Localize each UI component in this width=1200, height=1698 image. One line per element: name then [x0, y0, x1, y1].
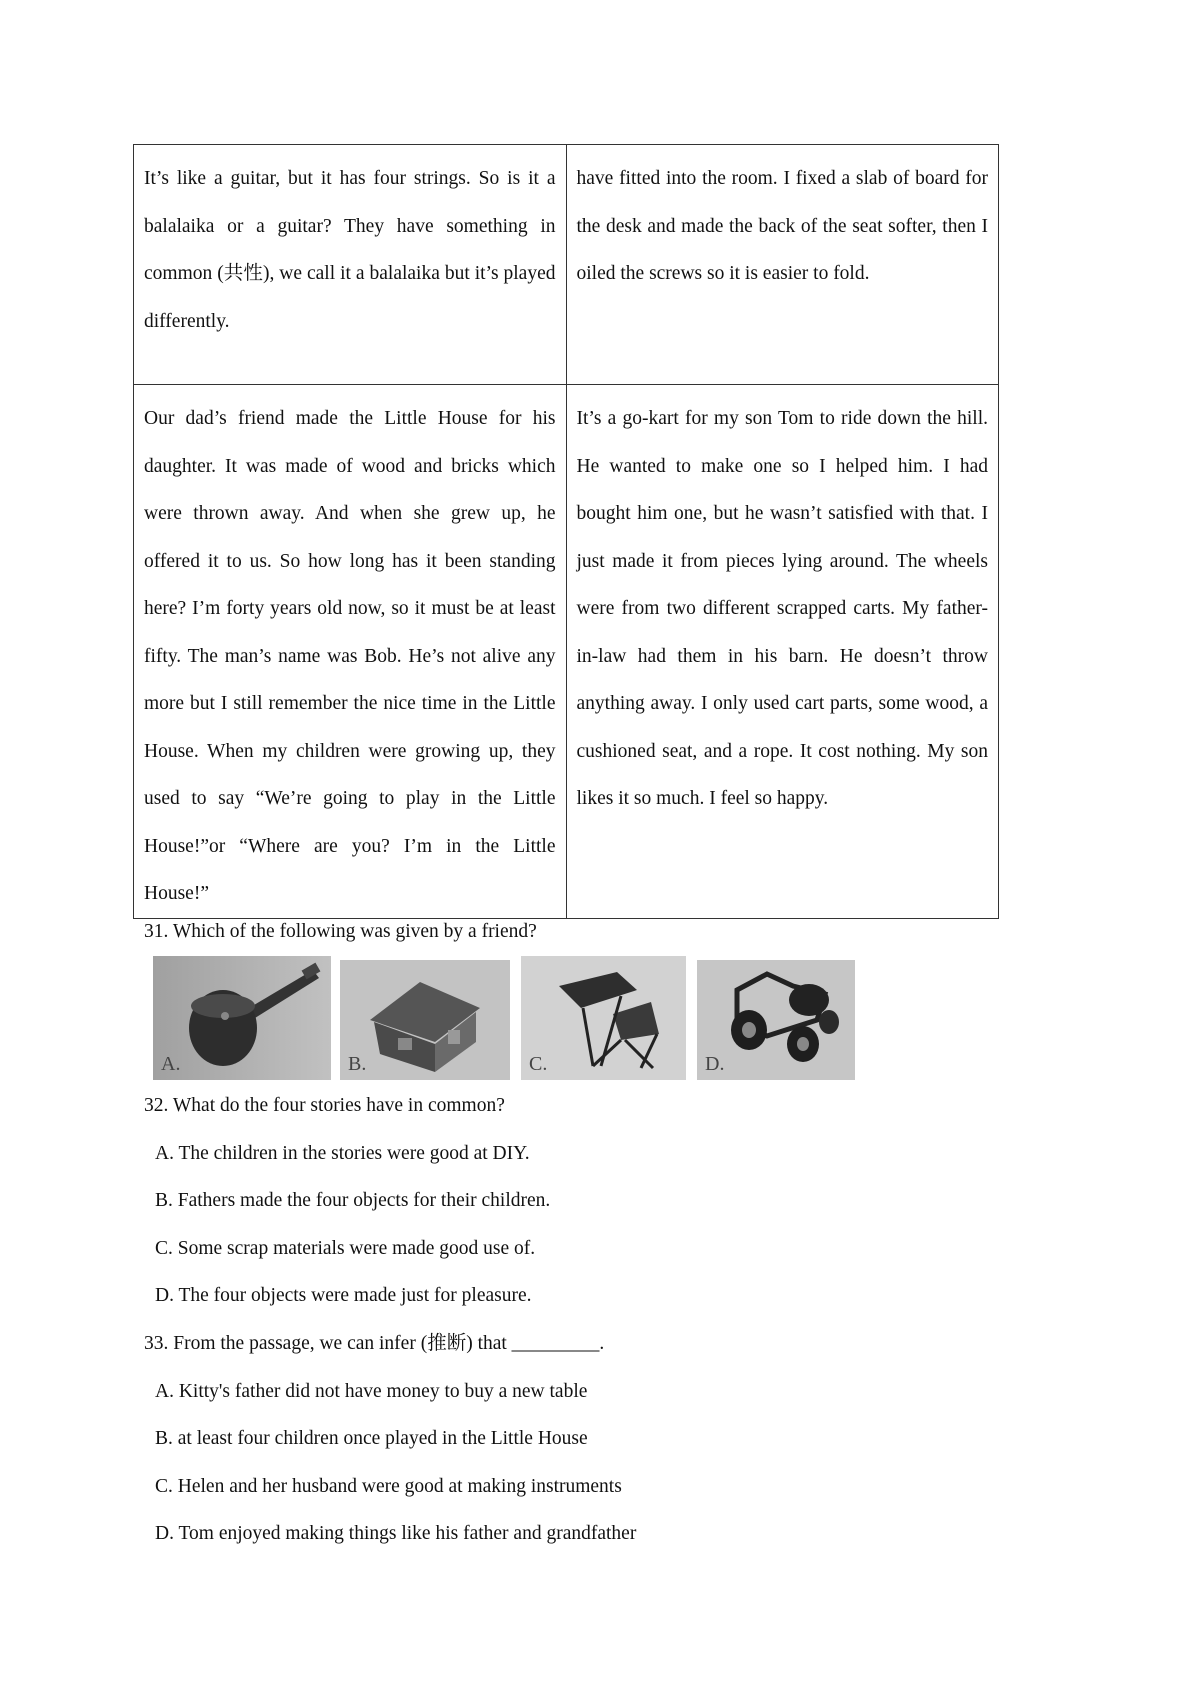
option-letter: A. — [161, 1053, 181, 1075]
option-image-b[interactable] — [340, 960, 510, 1080]
question-33-option-d[interactable]: D. Tom enjoyed making things like his father and grandfather — [155, 1523, 637, 1544]
story-cell-balalaika: It’s like a guitar, but it has four strings. So is it a balalaika or a guitar? They have something in common (共性), we call it a balalaika but it’s played differently. — [134, 145, 567, 385]
question-31-stem: 31. Which of the following was given by a friend? — [144, 921, 537, 942]
story-cell-desk: have fitted into the room. I fixed a slab of board for the desk and made the back of the seat softer, then I oiled the screws so it is easier to fold. — [566, 145, 999, 385]
stories-table — [133, 144, 999, 919]
question-32-stem: 32. What do the four stories have in common? — [144, 1095, 505, 1116]
table-row — [134, 385, 999, 919]
question-32-option-b[interactable]: B. Fathers made the four objects for their children. — [155, 1190, 551, 1211]
option-letter: C. — [529, 1053, 548, 1075]
option-image-d[interactable] — [697, 960, 855, 1080]
question-33-option-c[interactable]: C. Helen and her husband were good at making instruments — [155, 1476, 622, 1497]
table-row — [134, 145, 999, 385]
story-cell-go-kart: It’s a go-kart for my son Tom to ride down the hill. He wanted to make one so I helped him. I had bought him one, but he wasn’t satisfied with that. I just made it from pieces lying around. The wheels were from two different scrapped carts. My father-in-law had them in his barn. He doesn’t throw anything away. I only used cart parts, some wood, a cushioned seat, and a rope. It cost nothing. My son likes it so much. I feel so happy. — [566, 385, 999, 919]
option-image-a[interactable] — [153, 956, 331, 1080]
story-cell-little-house: Our dad’s friend made the Little House for his daughter. It was made of wood and bricks which were thrown away. And when she grew up, he offered it to us. So how long has it been standing here? I’m forty years old now, so it must be at least fifty. The man’s name was Bob. He’s not alive any more but I still remember the nice time in the Little House. When my children were growing up, they used to say “We’re going to play in the Little House!”or “Where are you? I’m in the Little House!” — [134, 385, 567, 919]
question-33-stem: 33. From the passage, we can infer (推断) that _________. — [144, 1333, 605, 1354]
question-32-option-c[interactable]: C. Some scrap materials were made good use of. — [155, 1238, 536, 1259]
question-32-option-d[interactable]: D. The four objects were made just for pleasure. — [155, 1285, 532, 1306]
question-33-option-a[interactable]: A. Kitty's father did not have money to buy a new table — [155, 1381, 588, 1402]
option-image-c[interactable] — [521, 956, 686, 1080]
option-letter: B. — [348, 1053, 367, 1075]
option-letter: D. — [705, 1053, 725, 1075]
question-33-option-b[interactable]: B. at least four children once played in the Little House — [155, 1428, 588, 1449]
question-32-option-a[interactable]: A. The children in the stories were good at DIY. — [155, 1143, 530, 1164]
